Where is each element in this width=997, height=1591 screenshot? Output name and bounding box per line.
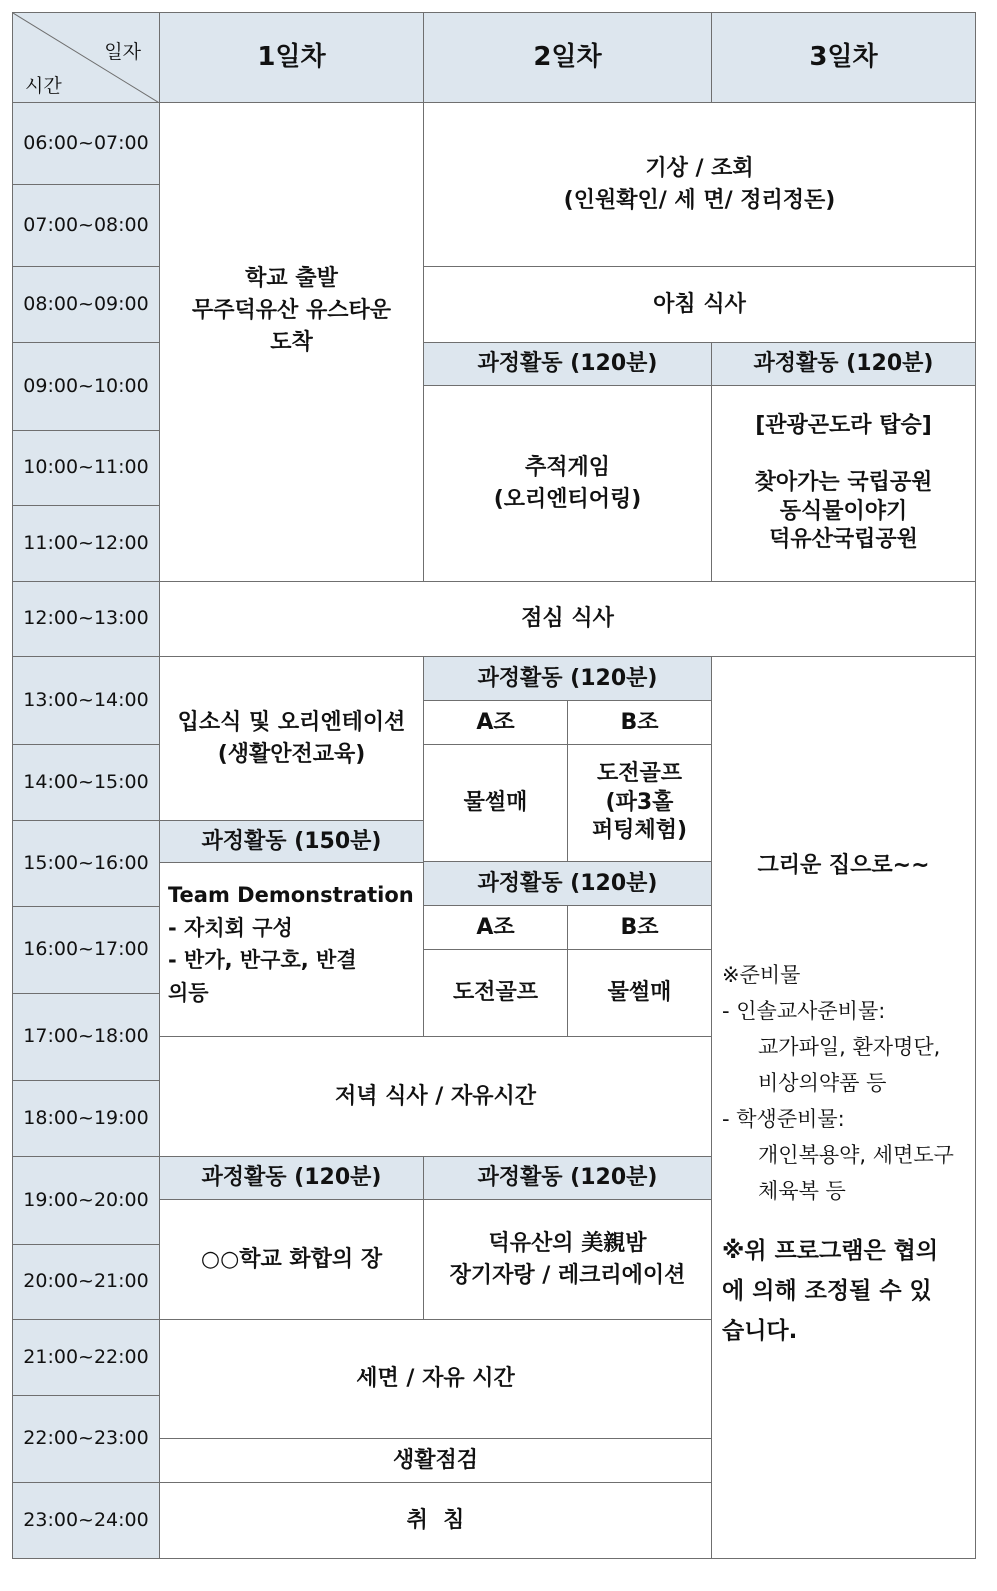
program-disclaimer: ※위 프로그램은 협의 에 의해 조정될 수 있 습니다. [722, 1238, 939, 1344]
day3-activity-header: 과정활동 (120분) [711, 342, 976, 386]
header-day2: 2일차 [423, 12, 712, 103]
time-cell: 17:00~18:00 [12, 993, 160, 1081]
day3-return-home [711, 656, 976, 1559]
day2-pm-activity-header-2: 과정활동 (120분) [423, 861, 712, 906]
preparation-notes [722, 957, 967, 1351]
group-b-label: B조 [567, 700, 712, 745]
return-home-text: 그리운 집으로~~ [757, 853, 930, 878]
day2-talent-show: 덕유산의 美親밤 장기자랑 / 레크리에이션 [423, 1199, 712, 1320]
header-day3: 3일차 [711, 12, 976, 103]
time-cell: 14:00~15:00 [12, 744, 160, 821]
day2-group-b-sled: 물썰매 [567, 949, 712, 1037]
group-b-label: B조 [567, 905, 712, 950]
day2-group-b-golf: 도전골프 (파3홀 퍼팅체험) [567, 744, 712, 862]
time-cell: 10:00~11:00 [12, 430, 160, 506]
student-items-label: - 학생준비물: [722, 1107, 845, 1131]
teacher-items-2: 비상의약품 등 [758, 1071, 887, 1095]
day2-group-a-sled: 물썰매 [423, 744, 568, 862]
day1-entrance-ceremony: 입소식 및 오리엔테이션 (생활안전교육) [159, 656, 424, 821]
daily-check: 생활점검 [159, 1438, 712, 1483]
student-items-1: 개인복용약, 세면도구 [758, 1143, 954, 1167]
time-cell: 18:00~19:00 [12, 1080, 160, 1157]
time-cell: 13:00~14:00 [12, 656, 160, 745]
time-cell: 16:00~17:00 [12, 906, 160, 994]
lunch-cell: 점심 식사 [159, 581, 976, 657]
day2-activity-header: 과정활동 (120분) [423, 342, 712, 386]
time-cell: 19:00~20:00 [12, 1156, 160, 1245]
time-cell: 11:00~12:00 [12, 505, 160, 582]
time-cell: 09:00~10:00 [12, 342, 160, 431]
time-cell: 22:00~23:00 [12, 1395, 160, 1483]
time-cell: 21:00~22:00 [12, 1319, 160, 1396]
wash-free-time: 세면 / 자유 시간 [159, 1319, 712, 1439]
student-items-2: 체육복 등 [758, 1179, 846, 1203]
notes-title: ※준비물 [722, 963, 801, 987]
day2-orienteering: 추적게임 (오리엔티어링) [423, 385, 712, 582]
wake-up-cell: 기상 / 조회 (인원확인/ 세 면/ 정리정돈) [423, 102, 976, 267]
day2-group-a-golf: 도전골프 [423, 949, 568, 1037]
day3-national-park: [관광곤도라 탑승] 찾아가는 국립공원 동식물이야기 덕유산국립공원 [711, 385, 976, 582]
dinner-cell: 저녁 식사 / 자유시간 [159, 1036, 712, 1157]
time-cell: 23:00~24:00 [12, 1482, 160, 1559]
time-cell: 20:00~21:00 [12, 1244, 160, 1320]
corner-day-label: 일자 [104, 41, 141, 63]
day2-pm-activity-header-1: 과정활동 (120분) [423, 656, 712, 701]
group-a-label: A조 [423, 700, 568, 745]
corner-time-label: 시간 [25, 75, 62, 97]
day1-activity-header: 과정활동 (150분) [159, 820, 424, 863]
day1-evening-header: 과정활동 (120분) [159, 1156, 424, 1200]
teacher-items-label: - 인솔교사준비물: [722, 999, 886, 1023]
time-cell: 08:00~09:00 [12, 266, 160, 343]
day1-team-demonstration: Team Demonstration - 자치회 구성 - 반가, 반구호, 반결 의등 [159, 862, 424, 1037]
header-day1: 1일차 [159, 12, 424, 103]
time-cell: 12:00~13:00 [12, 581, 160, 657]
day1-departure: 학교 출발 무주덕유산 유스타운 도착 [159, 102, 424, 582]
day1-school-harmony: ○○학교 화합의 장 [159, 1199, 424, 1320]
corner-header [12, 12, 160, 103]
day2-evening-header: 과정활동 (120분) [423, 1156, 712, 1200]
time-cell: 06:00~07:00 [12, 102, 160, 185]
time-cell: 15:00~16:00 [12, 820, 160, 907]
time-cell: 07:00~08:00 [12, 184, 160, 267]
group-a-label: A조 [423, 905, 568, 950]
teacher-items-1: 교가파일, 환자명단, [758, 1035, 941, 1059]
breakfast-cell: 아침 식사 [423, 266, 976, 343]
lights-out: 취 침 [159, 1482, 712, 1559]
